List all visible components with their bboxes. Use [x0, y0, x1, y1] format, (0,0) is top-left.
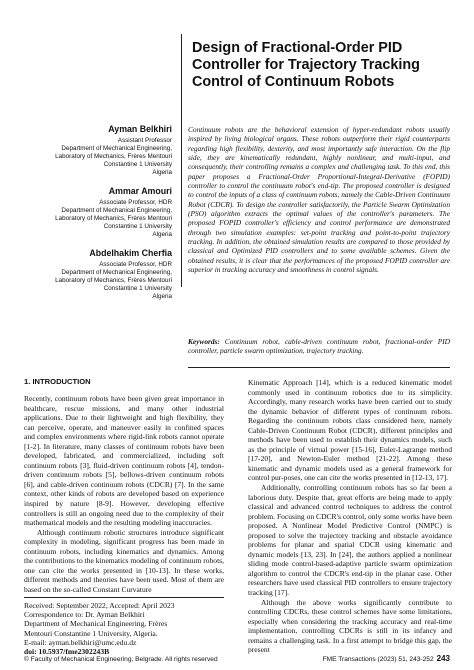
author-country: Algeria [152, 231, 172, 238]
footnote [24, 601, 229, 656]
vertical-divider [181, 34, 182, 287]
author-affiliation-line: Constantine 1 University [103, 285, 172, 292]
page-number: 243 [436, 654, 450, 663]
author-affiliation-line: Laboratory of Mechanics, Frères Mentouri [55, 277, 172, 284]
footnote-doi: doi: 10.5937/fme2302243B [24, 647, 110, 657]
body-column-right [248, 378, 452, 655]
keywords-label: Keywords: [188, 337, 220, 346]
author-position: Associate Professor, HDR [99, 261, 172, 268]
author-list [24, 124, 172, 310]
footnote-divider [24, 597, 224, 598]
copyright-notice: © Faculty of Mechanical Engineering, Belgrade. All rights reserved [24, 656, 218, 663]
footnote-received: Received: September 2022, Accepted: April 2023 [24, 601, 175, 610]
author-position: Assistant Professor [117, 137, 172, 144]
footnote-email: E-mail: ayman.belkhiri@umc.edu.dz [24, 637, 137, 647]
footnote-correspondence: Correspondence to: Dr. Ayman Belkhiri [24, 610, 145, 620]
body-paragraph: Additionally, controlling continuum robots has so far been a laborious duty. Despite that, great efforts are being made to apply classical and advanced control techniques to address the control problem. Focusing on CDCR's control, only some works have been proposed. A Nonlinear Model Predictive Control (NMPC) is proposed to solve the trajectory tracking and obstacle avoidance problems for planar and spatial CDCR using kinematic and dynamic models [13, 23]. In [24], the authors applied a nonlinear sliding mode control-based-adaptive particle swarm optimization algorithm to control the CDCR's end-tip in the planar case. Other researchers have used classical PID controllers to ensure trajectory tracking [17]. [248, 483, 452, 598]
abstract-text: Continuum robots are the behavioral extension of hyper-redundant robots usually inspired by living biological organs. These robots outperform their rigid counterparts regarding high flexibility, dexterity, and most importantly safe interaction. On the flip side, they are kinematically redundant, highly nonlinear, and multi-input, and consequently, their controlling remains a complex and challenging task. To this end, this paper proposes a Fractional-Order Proportional-Integral-Derivative (FOPID) controller to control the continuum robot's end-tip. The proposed controller is designed to control the inputs of a class of continuum robots, namely the Cable-Driven Continuum Robot (CDCR). To design the controller satisfactorily, the Particle Swarm Optimization (PSO) algorithm extracts the optimal values of the controller's parameters. The proposed FOPID controller's efficiency and control performance are demonstrated through two simulation examples: set-point tracking and point-to-point trajectory tracking. In addition, the obtained simulation results are compared to those provided by classical and Optimized PID controllers and to some available schemes. Given the obtained results, it is clear that the performances of the proposed FOPID controller are superior in tracking accuracy and smoothness in control signals. [188, 125, 450, 275]
author-affiliation-line: Department of Mechanical Engineering, [61, 145, 172, 152]
paper-title [192, 40, 450, 91]
body-paragraph: Although continuum robotic structures introduce significant complexity in modeling, significant progress has been made in continuum robots, including kinematics and dynamics. Among the contributions to the kinematics modeling of continuum robots, one can cite the works presented in [10-13]. In these works, different methods and theories have been used. Most of them are based on the so-called Constant Curvature [24, 527, 224, 594]
author-block [24, 124, 172, 177]
author-affiliation-line: Constantine 1 University [103, 223, 172, 230]
footnote-department: Department of Mechanical Engineering, Frères [24, 619, 168, 629]
keywords-text: Continuum robot, cable-driven continuum robot, fractional-order PID controller, particle swarm optimization, trajectory tracking. [188, 337, 450, 356]
author-name: Ayman Belkhiri [108, 124, 172, 134]
section-heading: 1. INTRODUCTION [24, 377, 91, 386]
title-line: Design of Fractional-Order PID [192, 40, 403, 56]
journal-citation: FME Transactions (2023) 51, 243-252 [322, 656, 434, 663]
author-name: Ammar Amouri [108, 186, 172, 196]
keywords [188, 337, 450, 356]
author-affiliation-line: Department of Mechanical Engineering, [61, 269, 172, 276]
title-line: Controller for Trajectory Tracking [192, 57, 420, 73]
body-paragraph: Kinematic Approach [14], which is a reduced kinematic model commonly used in continuum robotics due to its simplicity. Accordingly, many research works have been carried out to study the dynamic behavior of different types of continuum robots. Regarding the continuum robots class considered here, namely Cable-Driven Continuum Robot (CDCR), different principles and methods have been used to establish their dynamics models, such as the principle of virtual power [15-16], Euler-Lagrange method [17-20], and Newton-Euler method [21-22]. Among these kinematic and dynamic models used as a general framework for control pur-poses, one can cite the works presented in [12-13, 17]. [248, 378, 452, 483]
footnote-university: Mentouri Constantine 1 University, Algeria. [24, 628, 158, 638]
author-block [24, 186, 172, 239]
author-affiliation-line: Constantine 1 University [103, 161, 172, 168]
author-name: Abdelhakim Cherfia [89, 248, 172, 258]
body-paragraph: Although the above works significantly contribute to controlling CDCRs, these control schemes have some limitations, especially when considering the tracking accuracy and real-time implementation, controlling CDCRs is still in its infancy and remains a challenging task. In a first attempt to bridge this gap, the present [248, 597, 452, 655]
body-column-left [24, 394, 224, 594]
title-line: Control of Continuum Robots [192, 74, 395, 90]
author-position: Associate Professor, HDR [99, 199, 172, 206]
author-affiliation-line: Laboratory of Mechanics, Frères Mentouri [55, 153, 172, 160]
author-affiliation-line: Department of Mechanical Engineering, [61, 207, 172, 214]
body-paragraph: Recently, continuum robots have been given great importance in healthcare, rescue missions, and many other industrial applications. Due to their lightweight and high flexibility, they can perceive, operate, and maneuver easily in confined spaces and complex environments where rigid-link robots cannot operate [1-2]. In literature, many classes of continuum robots have been developed, fabricated, and commercialized, including soft continuum robots [3], fluid-driven continuum robots [4], tendon-driven continuum robots [5], bellows-driven continuum robots [6], and cable-driven continuum robots (CDCR) [7]. In the same context, other kinds of robots are developed based on experience inspired by nature [8-9]. However, developing effective controllers is still an ongoing need due to the complexity of their mathematical models and the resulting modeling inaccuracies. [24, 394, 224, 528]
author-affiliation-line: Laboratory of Mechanics, Frères Mentouri [55, 215, 172, 222]
journal-footer [323, 654, 450, 663]
author-country: Algeria [152, 169, 172, 176]
author-country: Algeria [152, 293, 172, 300]
author-block [24, 248, 172, 301]
keywords-divider [188, 367, 450, 368]
